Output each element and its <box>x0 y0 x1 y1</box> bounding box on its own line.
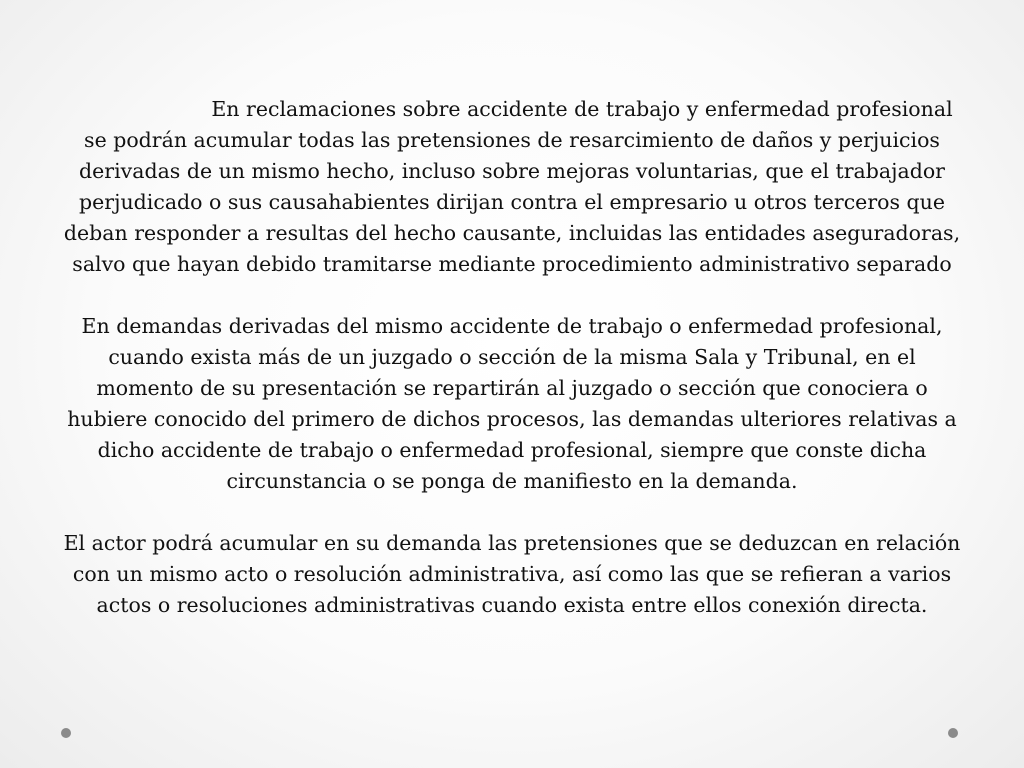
paragraph-1 <box>62 94 962 280</box>
paragraph-3: El actor podrá acumular en su demanda las pretensiones que se deduzcan en relación con un mismo acto o resolución administrativa, así como las que se refieran a varios actos o resoluciones administrativas cuando exista entre ellos conexión directa. <box>63 531 961 617</box>
slide-body <box>62 94 962 621</box>
decorative-dot-right <box>948 728 958 738</box>
paragraph-1-text: En reclamaciones sobre accidente de trabajo y enfermedad profesional se podrán acumular todas las pretensiones de resarcimiento de daños y perjuicios derivadas de un mismo hecho, incluso sobre mejoras voluntarias, que el trabajador perjudicado o sus causahabientes dirijan contra el empresario u otros terceros que deban responder a resultas del hecho causante, incluidas las entidades aseguradoras, salvo que hayan debido tramitarse mediante procedimiento administrativo separado <box>63 97 961 276</box>
paragraph-2: En demandas derivadas del mismo accidente de trabajo o enfermedad profesional, cuando exista más de un juzgado o sección de la misma Sala y Tribunal, en el momento de su presentación se repartirán al juzgado o sección que conociera o hubiere conocido del primero de dichos procesos, las demandas ulteriores relativas a dicho accidente de trabajo o enfermedad profesional, siempre que conste dicha circunstancia o se ponga de manifiesto en la demanda. <box>67 314 957 493</box>
decorative-dot-left <box>61 728 71 738</box>
